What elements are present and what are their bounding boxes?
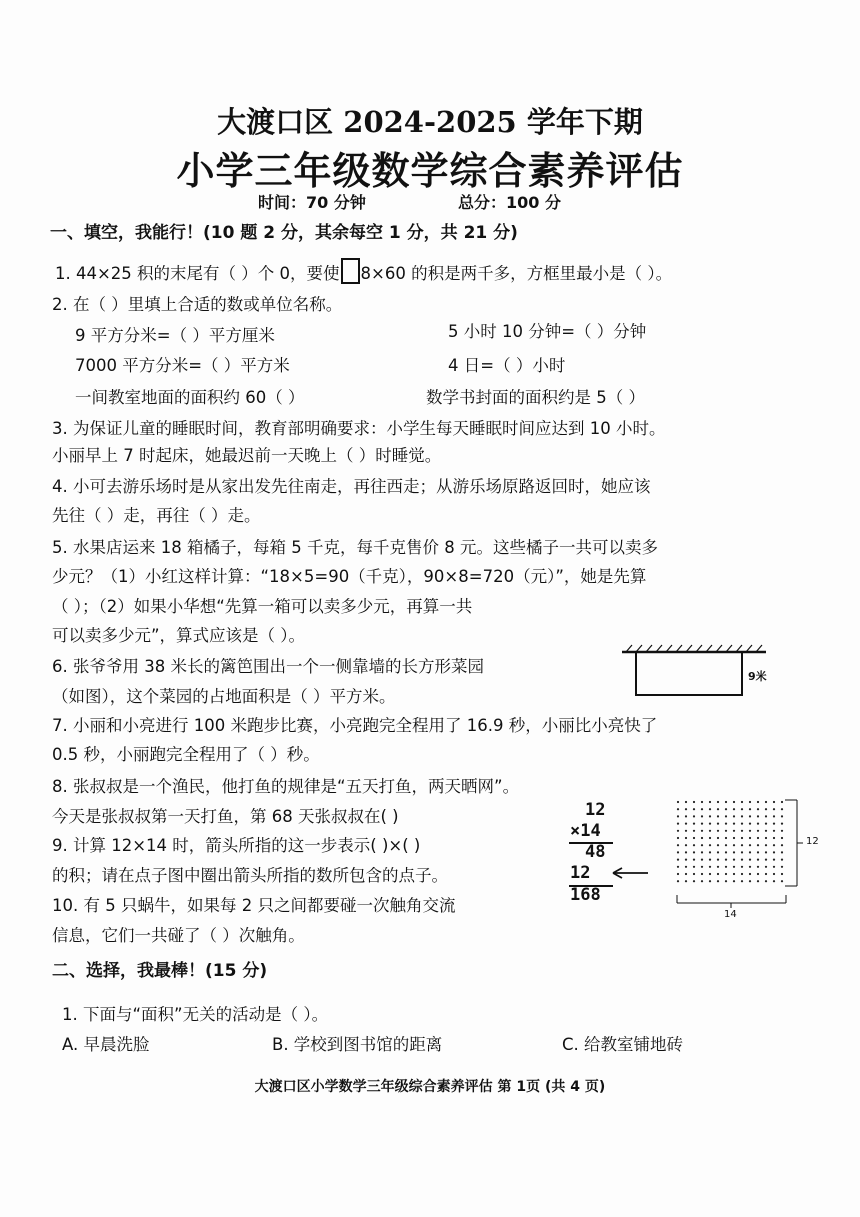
dot [765,851,767,853]
question-2-item-d: 4 日=（ ）小时 [448,356,566,375]
question-5-line-3: （ ）；（2）如果小华想“先算一箱可以卖多少元，再算一共 [52,597,473,616]
dot [765,880,767,882]
dot [725,873,727,875]
question-2-intro: 2. 在（ ）里填上合适的数或单位名称。 [52,295,343,314]
dot [677,880,679,882]
garden-width-label: 9米 [748,670,767,683]
question-2-item-e: 一间教室地面的面积约 60（ ） [75,388,305,407]
question-4-line-1: 4. 小可去游乐场时是从家出发先往南走，再往西走；从游乐场原路返回时，她应该 [52,477,651,496]
page-footer: 大渡口区小学数学三年级综合素养评估 第 1页 (共 4 页) [254,1079,606,1095]
dot [725,837,727,839]
dot [749,866,751,868]
dot [741,866,743,868]
question-8-line-1: 8. 张叔叔是一个渔民，他打鱼的规律是“五天打鱼，两天晒网”。 [52,777,520,796]
option-b: B. 学校到图书馆的距离 [272,1035,443,1054]
dot [757,801,759,803]
dot [765,808,767,810]
dot [685,866,687,868]
dot [773,837,775,839]
dot [693,808,695,810]
dot [709,859,711,861]
dot [677,823,679,825]
dot [757,844,759,846]
dot [693,866,695,868]
calc-row-5: 168 [570,885,601,905]
dot [773,866,775,868]
dot [717,830,719,832]
dot [693,859,695,861]
dot [717,859,719,861]
dot [765,823,767,825]
dot [725,866,727,868]
dot [693,837,695,839]
dot [677,837,679,839]
section2-heading: 二、选择，我最棒！(15 分) [52,961,268,981]
dot [733,859,735,861]
dot [757,851,759,853]
dot [709,880,711,882]
calc-row-4: 12 [570,863,591,883]
dot [717,880,719,882]
dot [677,866,679,868]
dot [765,859,767,861]
dot [717,837,719,839]
dot [717,873,719,875]
dot [709,815,711,817]
dot [709,830,711,832]
dot [725,859,727,861]
dot [709,801,711,803]
dot [749,837,751,839]
dot [741,823,743,825]
dot [677,808,679,810]
question-1-part-b: 8×60 的积是两千多，方框里最小是（ ）。 [360,264,673,283]
dot [741,859,743,861]
question-9-line-1: 9. 计算 12×14 时，箭头所指的这一步表示( )×( ) [52,836,421,855]
dot [749,873,751,875]
dot [749,844,751,846]
dot [741,801,743,803]
dot [781,873,783,875]
dot [725,815,727,817]
dot [701,808,703,810]
question-7-line-1: 7. 小丽和小亮进行 100 米跑步比赛，小亮跑完全程用了 16.9 秒，小丽比小亮快了 [52,716,658,735]
exam-total-score: 总分：100 分 [458,193,561,212]
dot [749,823,751,825]
dot [741,837,743,839]
dot [677,801,679,803]
dot [749,801,751,803]
dot [709,866,711,868]
dot [781,880,783,882]
question-10-line-2: 信息，它们一共碰了（ ）次触角。 [52,926,305,945]
dot [781,830,783,832]
question-2-item-c: 7000 平方分米=（ ）平方米 [75,356,290,375]
dot [757,830,759,832]
dot [685,801,687,803]
dot [749,808,751,810]
dot [781,866,783,868]
dot [773,880,775,882]
question-3-line-1: 3. 为保证儿童的睡眠时间，教育部明确要求：小学生每天睡眠时间应达到 10 小时。 [52,419,666,438]
dot [733,830,735,832]
dot [685,844,687,846]
exam-title-line2: 小学三年级数学综合素养评估 [176,148,684,193]
dot [733,815,735,817]
dot-array-cols-label: 14 [724,909,737,920]
dot [741,815,743,817]
dot [773,859,775,861]
dot [757,866,759,868]
dot [733,808,735,810]
dot [765,866,767,868]
dot [717,815,719,817]
dot [773,801,775,803]
calc-row-3: 48 [585,842,606,862]
dot [749,851,751,853]
option-a: A. 早晨洗脸 [62,1035,150,1054]
question-10-line-1: 10. 有 5 只蜗牛，如果每 2 只之间都要碰一次触角交流 [52,896,456,915]
dot [773,823,775,825]
dot [725,880,727,882]
question-9-line-2: 的积；请在点子图中圈出箭头所指的数所包含的点子。 [52,866,448,885]
dot [733,851,735,853]
calc-row-2: ×14 [570,821,601,841]
dot [693,851,695,853]
dot [677,859,679,861]
dot [741,830,743,832]
dot [709,873,711,875]
dot [725,801,727,803]
dot [685,808,687,810]
dot [781,823,783,825]
dot [765,873,767,875]
dot [757,808,759,810]
dot [709,837,711,839]
dot [733,823,735,825]
dot [701,880,703,882]
dot [765,815,767,817]
dot [685,859,687,861]
dot [701,815,703,817]
dot [701,823,703,825]
dot [685,837,687,839]
dot [701,837,703,839]
dot [685,851,687,853]
dot [733,880,735,882]
dot [741,873,743,875]
dot [701,866,703,868]
dot [701,844,703,846]
dot [773,830,775,832]
dot [773,851,775,853]
dot [749,859,751,861]
dot [725,830,727,832]
dot [725,851,727,853]
section1-heading: 一、填空，我能行！(10 题 2 分，其余每空 1 分，共 21 分) [50,223,518,243]
dot [725,823,727,825]
dot [765,844,767,846]
question-5-line-4: 可以卖多少元”，算式应该是（ ）。 [52,626,306,645]
dot [765,837,767,839]
dot [781,808,783,810]
dot [709,808,711,810]
dot [773,815,775,817]
calc-row-1: 12 [585,800,606,820]
dot [757,823,759,825]
section2-question-1: 1. 下面与“面积”无关的活动是（ ）。 [62,1005,329,1024]
dot [717,866,719,868]
dot [741,844,743,846]
dot [685,815,687,817]
dot [757,880,759,882]
exam-title-line1: 大渡口区 2024-2025 学年下期 [217,105,643,139]
dot [709,844,711,846]
dot [717,808,719,810]
dot [781,837,783,839]
dot [733,844,735,846]
dot [717,801,719,803]
question-2-item-b: 5 小时 10 分钟=（ ）分钟 [448,322,647,341]
question-6-line-2: （如图），这个菜园的占地面积是（ ）平方米。 [52,687,396,706]
dot [725,808,727,810]
dot [741,851,743,853]
dot [781,844,783,846]
dot [677,873,679,875]
dot [693,880,695,882]
dot [685,823,687,825]
dot [733,801,735,803]
dot [741,808,743,810]
dot [709,851,711,853]
dot [709,823,711,825]
option-c: C. 给教室铺地砖 [562,1035,684,1054]
question-8-line-2: 今天是张叔叔第一天打鱼，第 68 天张叔叔在( ) [52,807,399,826]
dot [781,859,783,861]
dot [773,808,775,810]
question-2-item-f: 数学书封面的面积约是 5（ ） [426,388,645,407]
dot [765,801,767,803]
dot [677,815,679,817]
dot [757,815,759,817]
dot [741,880,743,882]
question-1-part-a: 1. 44×25 积的末尾有（ ）个 0，要使 [55,264,340,283]
dot [685,880,687,882]
question-6-line-1: 6. 张爷爷用 38 米长的篱笆围出一个一侧靠墙的长方形菜园 [52,657,484,676]
question-5-line-2: 少元？（1）小红这样计算：“18×5=90（千克），90×8=720（元）”，她是先算 [52,567,647,586]
dot [693,801,695,803]
exam-time: 时间：70 分钟 [258,193,366,212]
dot [685,830,687,832]
dot-array-rows-label: 12 [806,836,819,847]
question-3-line-2: 小丽早上 7 时起床，她最迟前一天晚上（ ）时睡觉。 [52,446,442,465]
dot [773,873,775,875]
dot [701,801,703,803]
dot [733,873,735,875]
dot [717,851,719,853]
dot [717,844,719,846]
dot [677,830,679,832]
dot [701,830,703,832]
dot [733,837,735,839]
dot [733,866,735,868]
dot [781,815,783,817]
dot [773,844,775,846]
question-4-line-2: 先往（ ）走，再往（ ）走。 [52,506,261,525]
dot [725,844,727,846]
dot [781,851,783,853]
dot [701,851,703,853]
dot [677,844,679,846]
dot [693,815,695,817]
question-5-line-1: 5. 水果店运来 18 箱橘子，每箱 5 千克，每千克售价 8 元。这些橘子一共可以卖多 [52,538,658,557]
dot [693,873,695,875]
dot [677,851,679,853]
dot [757,859,759,861]
dot [701,873,703,875]
question-7-line-2: 0.5 秒，小丽跑完全程用了（ ）秒。 [52,745,320,764]
dot [701,859,703,861]
dot [693,823,695,825]
dot [717,823,719,825]
dot [757,837,759,839]
dot [765,830,767,832]
dot [749,880,751,882]
dot [749,815,751,817]
dot [749,830,751,832]
dot [781,801,783,803]
dot [693,844,695,846]
dot [757,873,759,875]
dot [693,830,695,832]
question-2-item-a: 9 平方分米=（ ）平方厘米 [75,326,275,345]
dot [685,873,687,875]
